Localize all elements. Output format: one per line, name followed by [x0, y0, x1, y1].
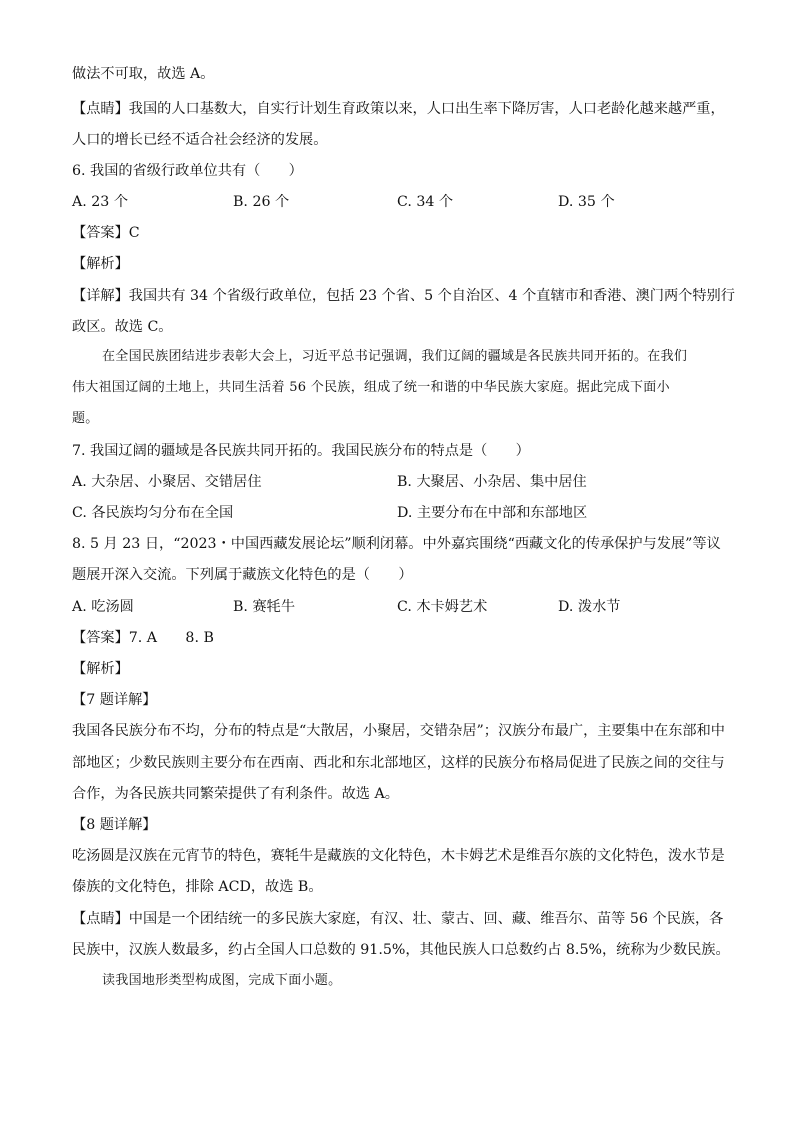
detail-7-heading: 【7 题详解】 — [72, 692, 157, 708]
analysis-label: 【解析】 — [72, 256, 129, 272]
answer-7-8: 【答案】7. A 8. B — [72, 630, 214, 646]
detail-line: 【详解】我国共有 34 个省级行政单位，包括 23 个省、5 个自治区、4 个直辖市和香港、澳门两个特别行 — [72, 288, 735, 304]
passage-line: 伟大祖国辽阔的土地上，共同生活着 56 个民族，组成了统一和谐的中华民族大家庭。据此完成下面小 — [72, 380, 670, 395]
question-8: 8. 5 月 23 日，“2023・中国西藏发展论坛”顺利闭幕。中外嘉宾围绕“西藏文化的传承保护与发展”等议 — [72, 536, 721, 552]
passage-line: 读我国地形类型构成图，完成下面小题。 — [102, 973, 342, 988]
comment-line: 【点睛】我国的人口基数大，自实行计划生育政策以来，人口出生率下降厉害，人口老龄化越来越严重， — [72, 101, 725, 117]
q6-option-d: D. 35 个 — [558, 194, 615, 210]
text-line: 做法不可取，故选 A。 — [72, 66, 215, 82]
question-6: 6. 我国的省级行政单位共有（ ） — [72, 163, 303, 179]
q6-option-c: C. 34 个 — [397, 194, 454, 210]
question-7: 7. 我国辽阔的疆域是各民族共同开拓的。我国民族分布的特点是（ ） — [72, 443, 530, 459]
comment-line: 民族中，汉族人数最多，约占全国人口总数的 91.5%，其他民族人口总数约占 8.5%，统称为少数民族。 — [72, 942, 730, 958]
detail-8-heading: 【8 题详解】 — [72, 817, 157, 833]
q6-option-b: B. 26 个 — [233, 194, 290, 210]
q8-option-c: C. 木卡姆艺术 — [397, 599, 488, 615]
q8-option-d: D. 泼水节 — [558, 599, 621, 615]
passage-line: 在全国民族团结进步表彰大会上，习近平总书记强调，我们辽阔的疆域是各民族共同开拓的。在我们 — [102, 349, 688, 364]
passage-line: 题。 — [72, 411, 99, 426]
detail-line: 傣族的文化特色，排除 ACD，故选 B。 — [72, 879, 323, 895]
q8-option-a: A. 吃汤圆 — [72, 599, 134, 615]
comment-line: 【点睛】中国是一个团结统一的多民族大家庭，有汉、壮、蒙古、回、藏、维吾尔、苗等 56 个民族，各 — [72, 911, 724, 927]
analysis-label: 【解析】 — [72, 661, 129, 677]
q7-option-d: D. 主要分布在中部和东部地区 — [397, 505, 588, 521]
q8-option-b: B. 赛牦牛 — [233, 599, 296, 615]
detail-line: 部地区；少数民族则主要分布在西南、西北和东北部地区，这样的民族分布格局促进了民族之间的交往与 — [72, 755, 725, 771]
comment-line: 人口的增长已经不适合社会经济的发展。 — [72, 132, 328, 148]
q7-option-c: C. 各民族均匀分布在全国 — [72, 505, 234, 521]
detail-line: 吃汤圆是汉族在元宵节的特色，赛牦牛是藏族的文化特色，木卡姆艺术是维吾尔族的文化特色，泼水节是 — [72, 848, 725, 864]
answer-6: 【答案】C — [72, 225, 140, 241]
detail-line: 我国各民族分布不均，分布的特点是“大散居，小聚居，交错杂居”；汉族分布最广，主要集中在东部和中 — [72, 723, 725, 739]
detail-line: 政区。故选 C。 — [72, 319, 173, 335]
q7-option-b: B. 大聚居、小杂居、集中居住 — [397, 474, 587, 490]
detail-line: 合作，为各民族共同繁荣提供了有利条件。故选 A。 — [72, 786, 399, 802]
q7-option-a: A. 大杂居、小聚居、交错居住 — [72, 474, 262, 490]
question-8-cont: 题展开深入交流。下列属于藏族文化特色的是（ ） — [72, 567, 413, 583]
q6-option-a: A. 23 个 — [72, 194, 129, 210]
